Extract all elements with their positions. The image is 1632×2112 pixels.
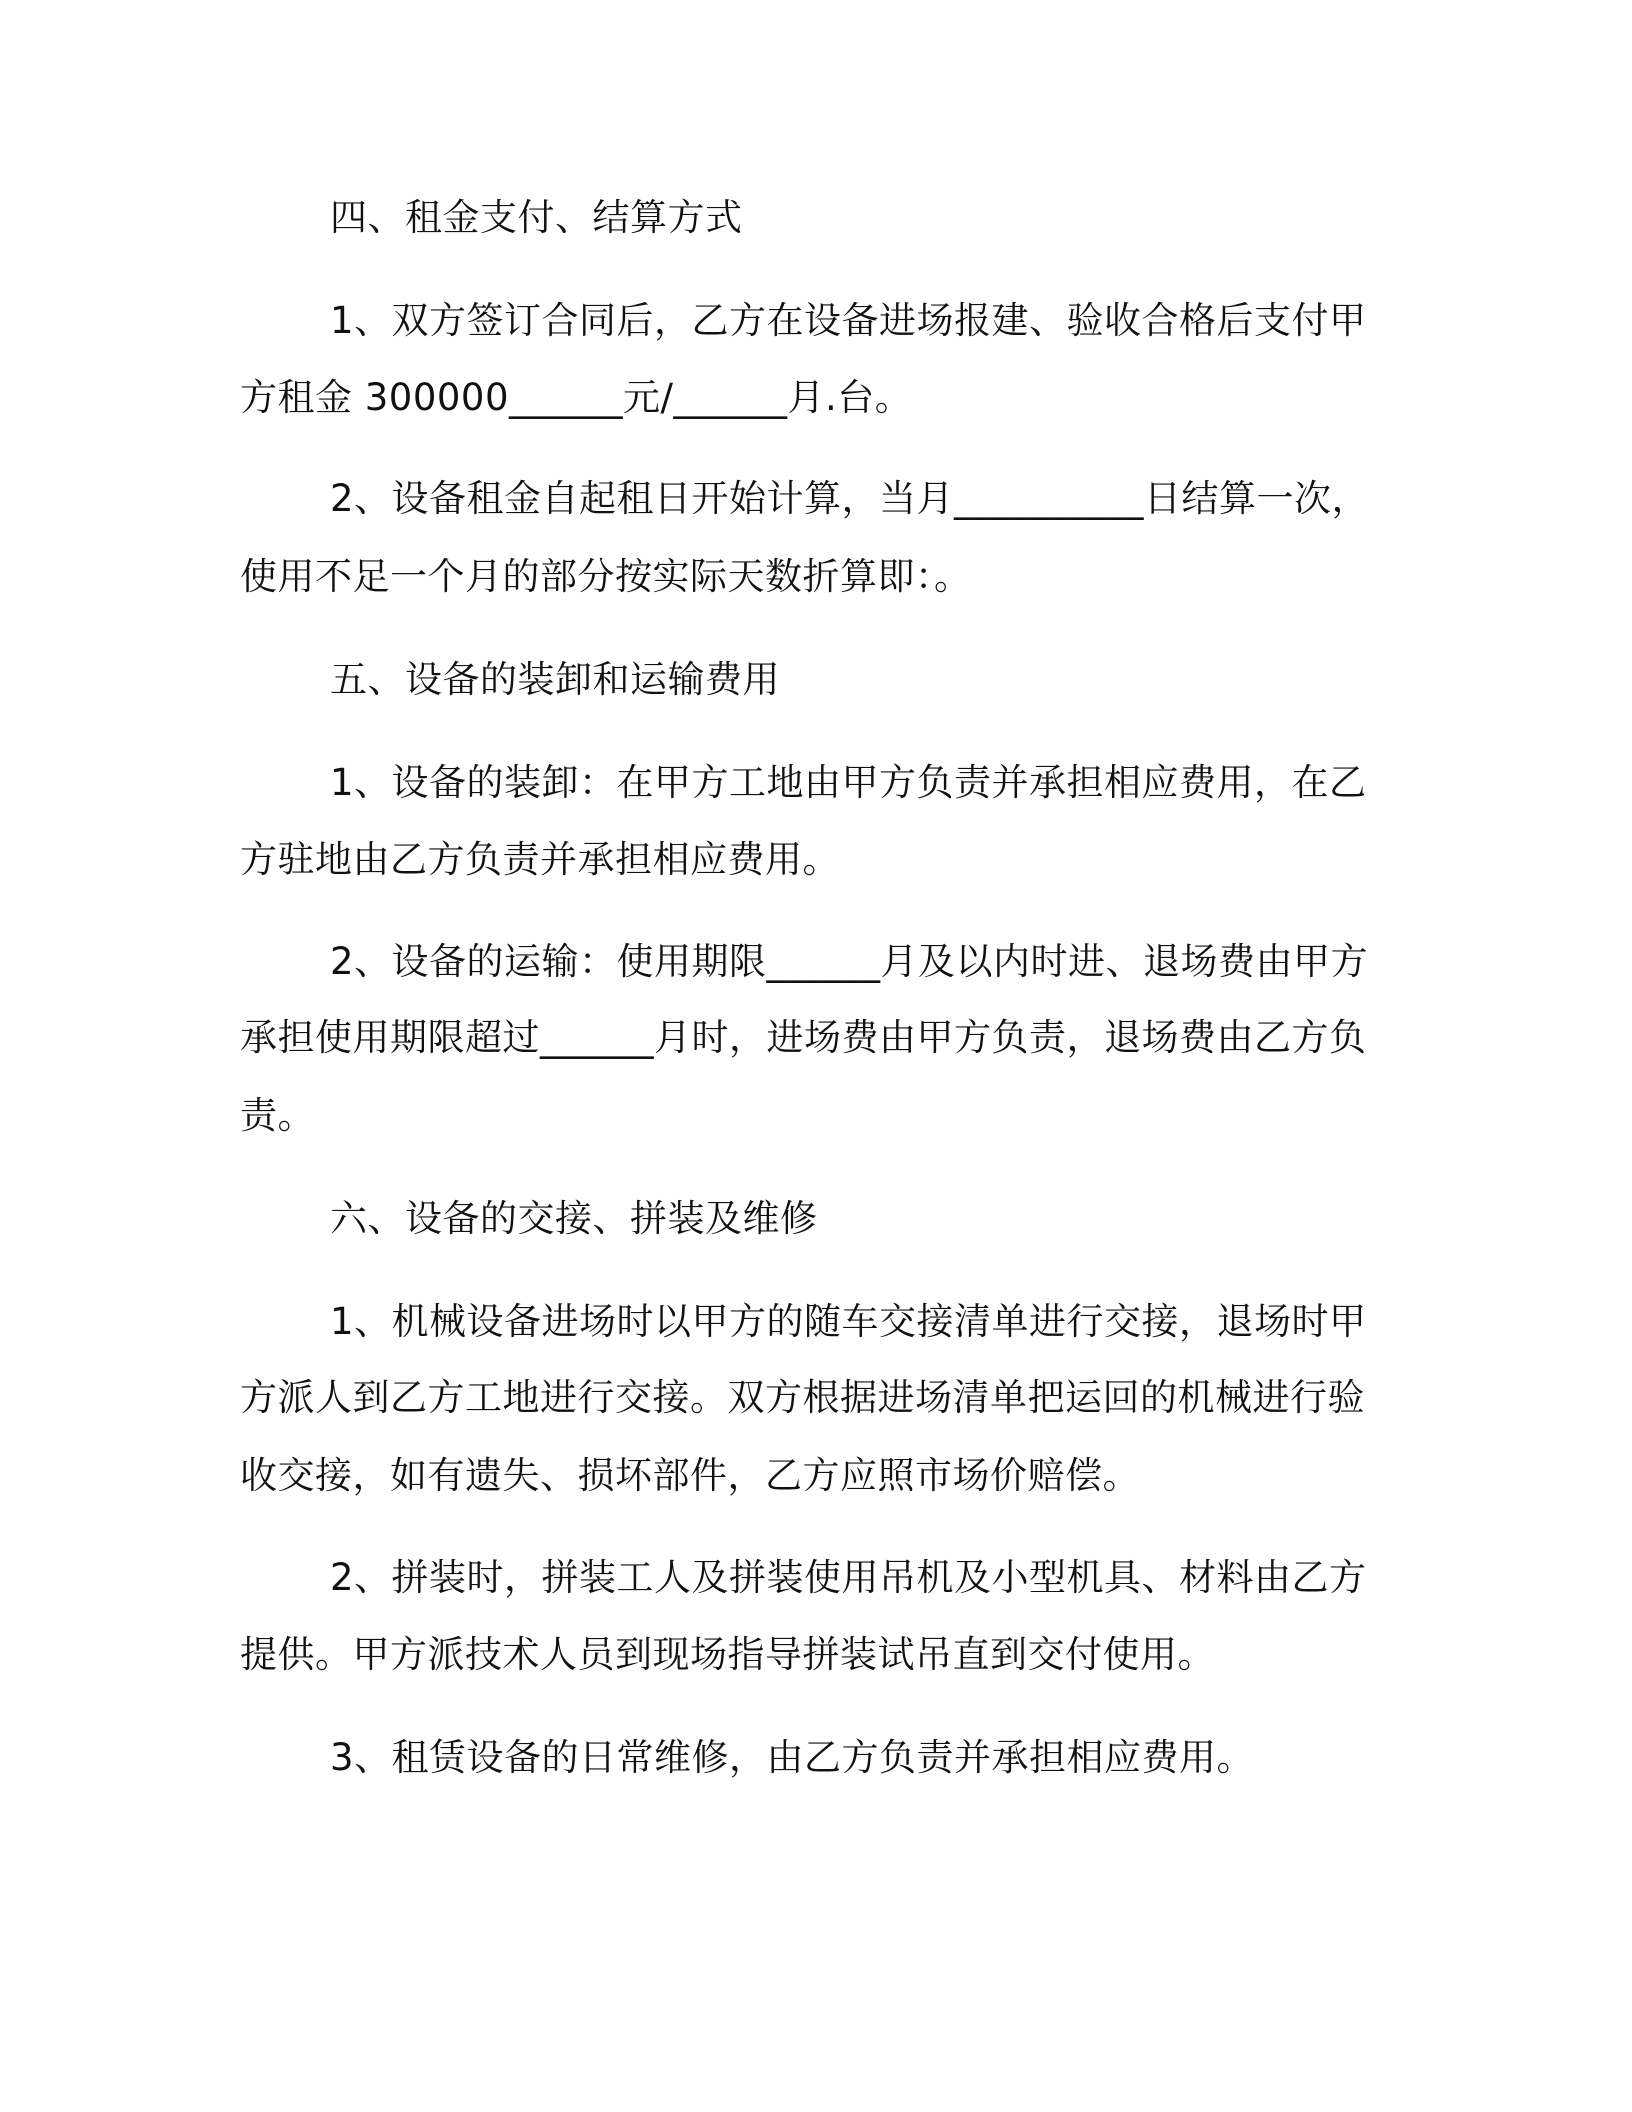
section-5-item-2-line-3: 责。: [240, 1094, 315, 1137]
section-5-item-2-line-2: 承担使用期限超过______月时，进场费由甲方负责，退场费由乙方负: [240, 1016, 1367, 1059]
section-6-item-1-line-2: 方派人到乙方工地进行交接。双方根据进场清单把运回的机械进行验: [240, 1376, 1365, 1419]
section-6-item-3-line-1: 3、租赁设备的日常维修，由乙方负责并承担相应费用。: [330, 1736, 1255, 1779]
section-4-item-2-line-1: 2、设备租金自起租日开始计算，当月__________日结算一次，: [330, 477, 1370, 520]
section-6-item-1-line-3: 收交接，如有遗失、损坏部件，乙方应照市场价赔偿。: [240, 1454, 1140, 1497]
section-4-item-2-line-2: 使用不足一个月的部分按实际天数折算即：。: [240, 555, 972, 598]
section-4-item-1-line-2: 方租金 300000______元/______月.台。: [240, 376, 913, 419]
section-4-heading: 四、租金支付、结算方式: [330, 196, 743, 239]
section-5-item-2-line-1: 2、设备的运输：使用期限______月及以内时进、退场费由甲方: [330, 940, 1369, 983]
section-4-item-1-line-1: 1、双方签订合同后，乙方在设备进场报建、验收合格后支付甲: [330, 299, 1367, 342]
section-6-item-2-line-2: 提供。甲方派技术人员到现场指导拼装试吊直到交付使用。: [240, 1633, 1215, 1676]
section-6-item-2-line-1: 2、拼装时，拼装工人及拼装使用吊机及小型机具、材料由乙方: [330, 1556, 1367, 1599]
section-6-item-1-line-1: 1、机械设备进场时以甲方的随车交接清单进行交接，退场时甲: [330, 1300, 1367, 1343]
section-5-heading: 五、设备的装卸和运输费用: [330, 658, 780, 701]
section-6-heading: 六、设备的交接、拼装及维修: [330, 1197, 818, 1240]
section-5-item-1-line-1: 1、设备的装卸：在甲方工地由甲方负责并承担相应费用，在乙: [330, 761, 1367, 804]
section-5-item-1-line-2: 方驻地由乙方负责并承担相应费用。: [240, 838, 840, 881]
